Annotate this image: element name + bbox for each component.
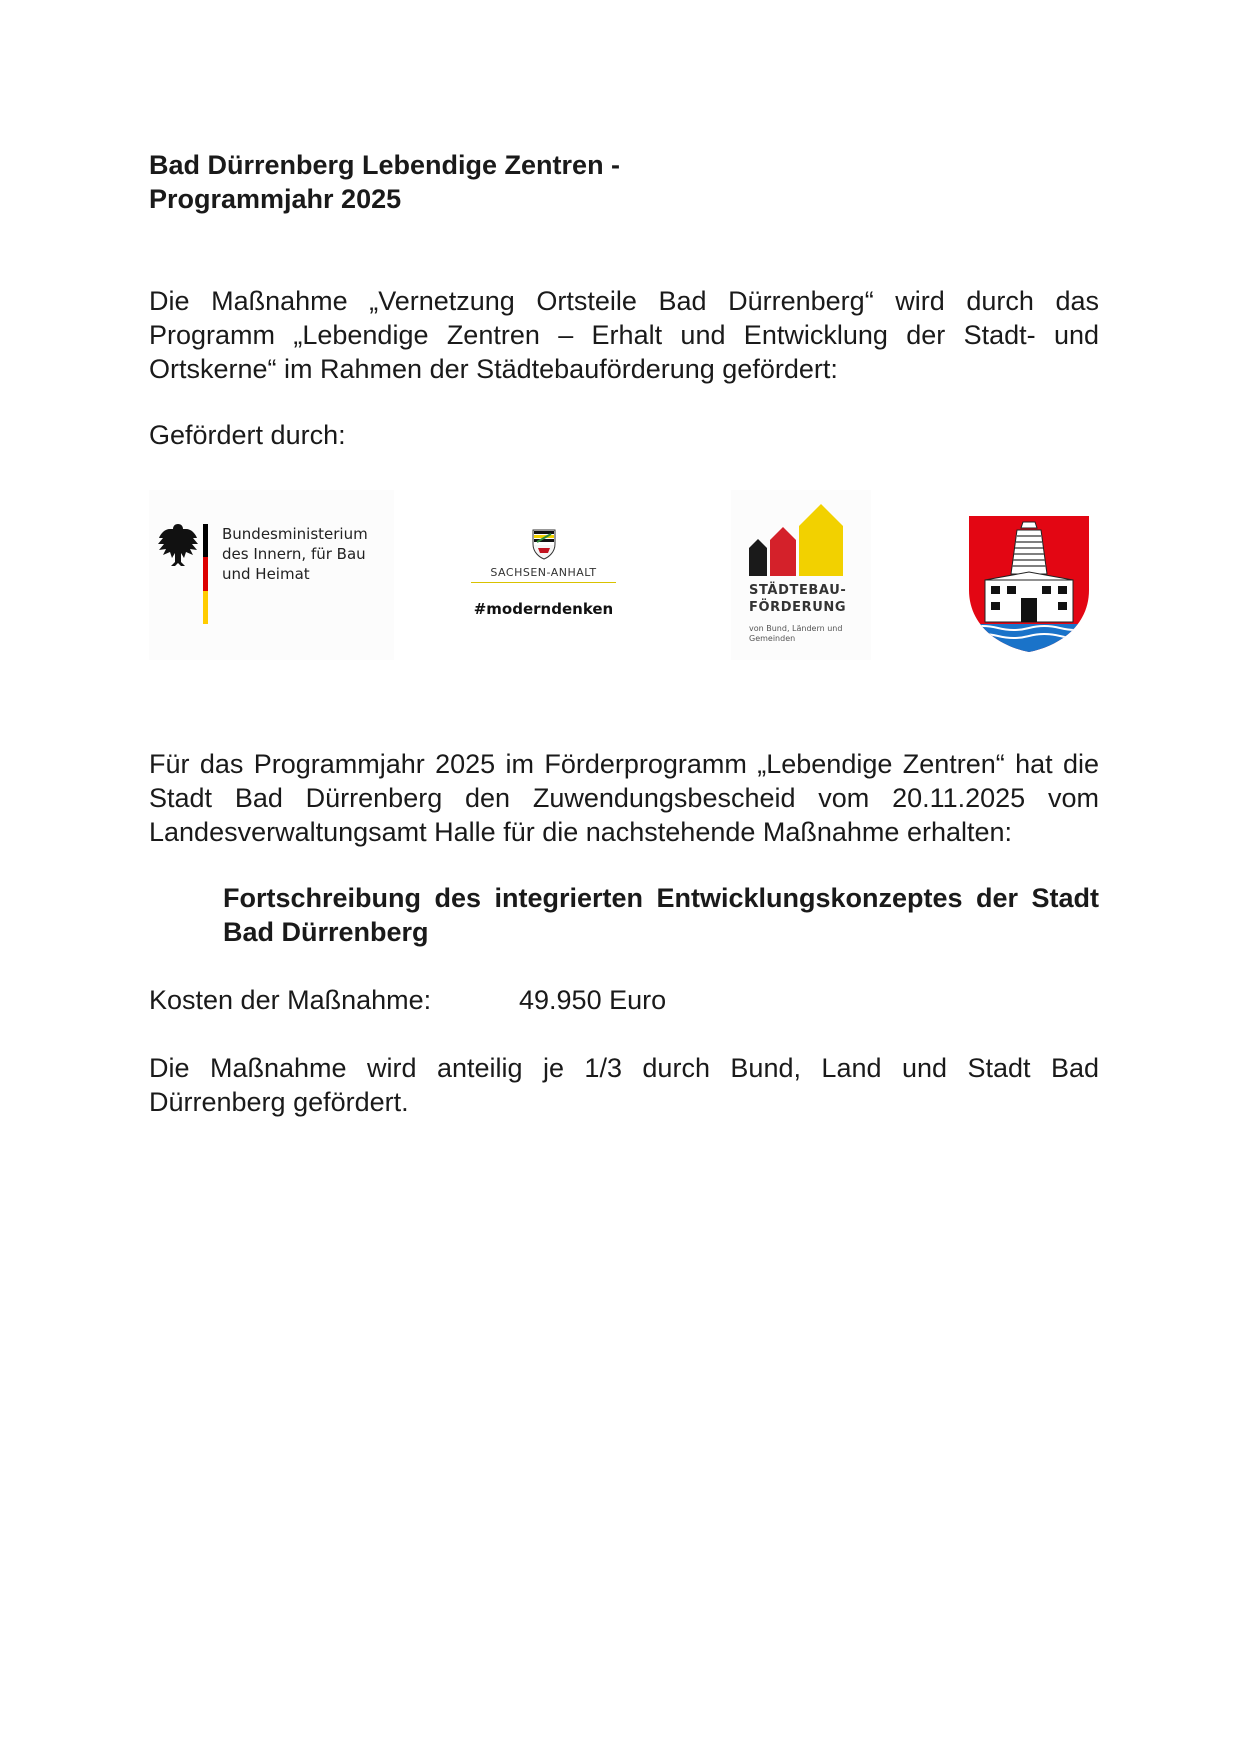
staedtebau-line-1: STÄDTEBAU- (749, 583, 847, 598)
federal-eagle-icon (153, 520, 203, 570)
document-title (149, 148, 620, 216)
staedtebaufoerderung-logo (731, 490, 871, 660)
bmi-line-3: und Heimat (222, 565, 310, 583)
title-line-1: Bad Dürrenberg Lebendige Zentren - (149, 150, 621, 180)
bmi-line-1: Bundesministerium (222, 525, 368, 543)
sachsen-anhalt-tagline: #moderndenken (473, 600, 614, 618)
staedtebau-line-2: FÖRDERUNG (749, 600, 847, 615)
city-coat-of-arms (967, 514, 1091, 654)
title-line-2: Programmjahr 2025 (149, 184, 402, 214)
funded-by-label: Gefördert durch: (149, 420, 346, 450)
cost-value: 49.950 Euro (519, 985, 667, 1015)
sachsen-anhalt-name: SACHSEN-ANHALT (471, 566, 616, 583)
staedtebau-title (749, 582, 846, 616)
state-coat-of-arms-icon (531, 528, 557, 560)
bmi-name (222, 524, 368, 584)
bmi-logo (149, 490, 394, 660)
program-paragraph: Für das Programmjahr 2025 im Förderprogramm „Lebendige Zentren“ hat die Stadt Bad Dürrenberg den Zuwendungsbescheid vom 20.11.2025 vom Landesverwaltungsamt Halle für die nachstehende Maßnahme erhalten: (149, 749, 1099, 847)
flag-stripe-gold (203, 591, 208, 624)
houses-icon (749, 504, 859, 576)
measure-title: Fortschreibung des integrierten Entwicklungskonzeptes der Stadt Bad Dürrenberg (223, 883, 1099, 947)
bmi-line-2: des Innern, für Bau (222, 545, 366, 563)
flag-bar (203, 524, 208, 624)
flag-stripe-black (203, 524, 208, 557)
sachsen-anhalt-logo (471, 528, 616, 638)
funding-logos (149, 490, 1099, 660)
staedtebau-subtitle: von Bund, Ländern und Gemeinden (749, 624, 843, 643)
cost-label: Kosten der Maßnahme: (149, 985, 432, 1015)
share-paragraph: Die Maßnahme wird anteilig je 1/3 durch Bund, Land und Stadt Bad Dürrenberg gefördert. (149, 1053, 1099, 1117)
flag-stripe-red (203, 557, 208, 591)
intro-paragraph: Die Maßnahme „Vernetzung Ortsteile Bad Dürrenberg“ wird durch das Programm „Lebendige Zentren – Erhalt und Entwicklung der Stadt- und Ortskerne“ im Rahmen der Städtebauförderung gefördert: (149, 286, 1099, 384)
city-coat-of-arms-icon (967, 514, 1091, 654)
